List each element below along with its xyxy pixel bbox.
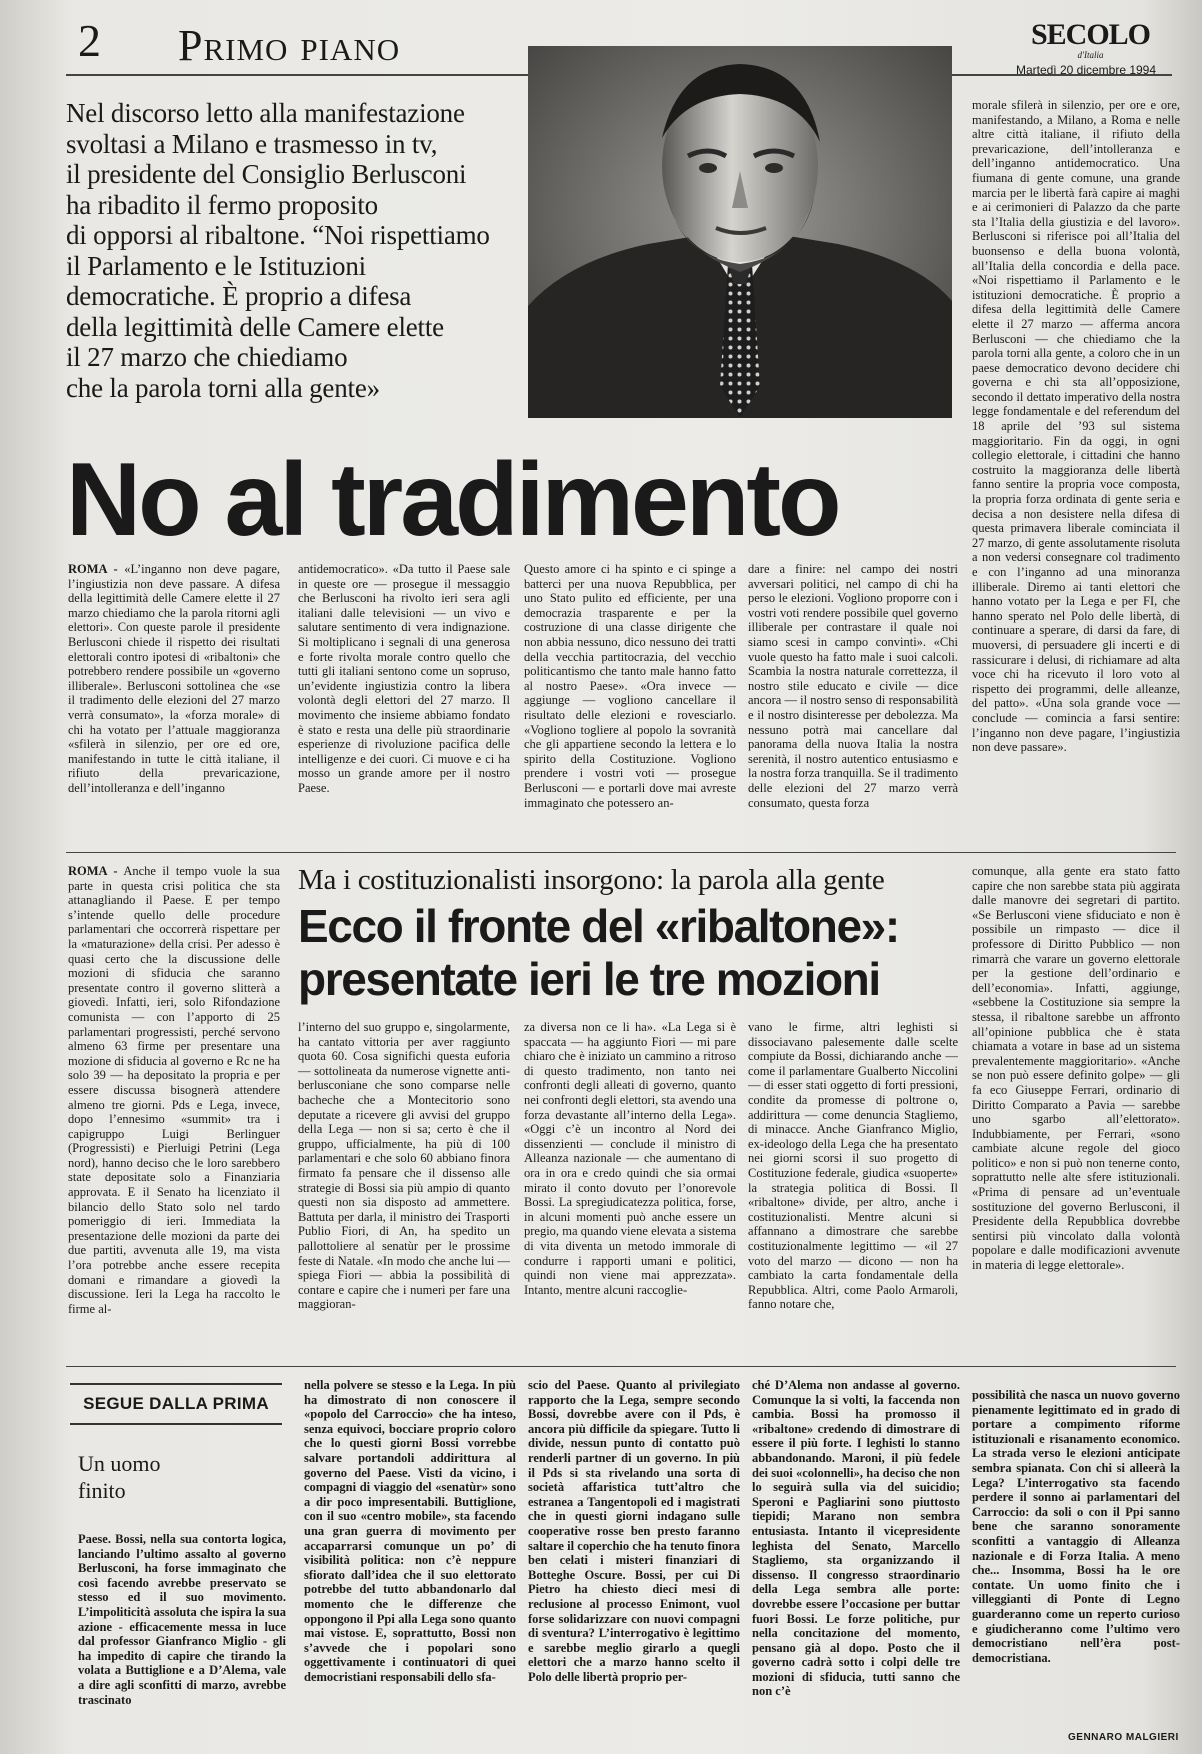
section-title: Primo piano	[178, 21, 401, 70]
segue-title-line: Un uomo	[78, 1451, 161, 1476]
deck-line: che la parola torni alla gente»	[66, 372, 380, 403]
second-article-col-1	[68, 864, 280, 1358]
page-number: 2	[78, 15, 101, 66]
second-headline-line: presentate ieri le tre mozioni	[298, 953, 880, 1005]
deck-line: il Parlamento e le Istituzioni	[66, 250, 366, 281]
issue-date: Martedì 20 dicembre 1994	[1015, 63, 1157, 77]
lead-article-col-2: antidemocratico». «Da tutto il Paese sale in queste ore — prosegue il messaggio che Berlusconi ha rivolto ieri sera agli italiani dalle televisioni — un vivo e salutare sentimento di vera indignazione. Si moltiplicano i segnali di una generosa e forte rivolta morale contro quello che tutti gli italiani sentono come un sopruso, un’evidente ingiustizia contro la libera volontà degli elettori del 27 marzo. Il movimento che insieme abbiamo fondato è stato e resta una delle più straordinarie esperienze di rivoluzione pacifica delle intelligenze e dei cuori. Ci muove e ci ha mosso un grande amore per il nostro Paese.	[298, 562, 510, 795]
deck-line: Nel discorso letto alla manifestazione	[66, 98, 465, 128]
segue-title-line: finito	[78, 1478, 126, 1503]
lead-article-col-5: morale sfilerà in silenzio, per ore e ore, manifestando, a Milano, a Roma e nelle altre città italiane, il rifiuto della prevaricazione, dell’intolleranza e dell’inganno antidemocratico. Una fiumana di gente comune, una grande marcia per le libertà farà capire ai maghi e ai cerimonieri di Palazzo da che parte sta l’Italia della giustizia e del lavoro». Berlusconi si riferisce poi all’Italia del buonsenso e della buona volontà, all’Italia della concordia e della pace. «Noi rispettiamo il Parlamento e le istituzioni democratiche. È proprio a difesa della legittimità delle Camere elette il 27 marzo — afferma ancora Berlusconi — che chiediamo che la parola torni alla gente, a coloro che in un paese democratico devono decidere chi governa e chi sta all’opposizione, secondo il dettato imperativo della nostra legge fondamentale e del referendum del 18 aprile del ’93 sul sistema maggioritario. Fin da oggi, in ogni collegio elettorale, i cittadini che hanno costruito la maggioranza delle libertà fanno sentire la propria voce composta, la propria forza ordinata di gente seria e decisa a non desistere nella difesa di questa primavera liberale cominciata il 27 marzo, di gente assolutamente risoluta a non vedersi consegnare col tradimento e con l’inganno ad una minoranza illiberale. Diremo ai tanti elettori che hanno votato per la Lega e per FI, che hanno sperato nel Polo delle libertà, di continuare a sperare, di darsi da fare, di muoversi, di persuadere gli incerti e di rassicurare i delusi, di richiamare ad alta voce chi ha ricevuto il loro voto al rispetto dei programmi, delle alleanze, del patto». «Una sola grande voce — conclude — comincia a farsi sentire: l’inganno non deve pagare, l’ingiustizia non deve passare».	[972, 98, 1180, 755]
second-article-col-4: vano le firme, altri leghisti si dissociavano palesemente dalle scelte compiute da Bossi, dichiarando anche — come il parlamentare Gualberto Niccolini — di esser stati oggetto di forti pressioni, condite da promesse di poltrone o, addirittura — come denuncia Stagliemo, di minacce. Anche Gianfranco Miglio, ex-ideologo della Lega che ha presentato nei giorni scorsi il suo progetto di Costituzione federale, giudica «suoperte» la strategia politica di Bossi. Il «ribaltone» divide, per altro, anche i costituzionalisti. Mentre alcuni si affannano a dimostrare che sarebbe costituzionalmente legittimo — «il 27 voto del marzo — dicono — non ha cambiato la carta fondamentale della Repubblica. Altri, come Paolo Armaroli, fanno notare che,	[748, 1020, 958, 1312]
second-article-col-3: za diversa non ce li ha». «La Lega si è spaccata — ha aggiunto Fiori — mi pare chiaro che è iniziato un cammino a ritroso di questo tradimento, non tanto nei confronti degli alleati di governo, quanto nei confronti degli elettori, sta avendo una forza devastante all’interno della Lega». «Oggi c’è un incontro al Nord dei dissenzienti — conclude il ministro di Alleanza nazionale — che aumentano di ora in ora e credo quindi che sia ormai mirato il conto dovuto per l’onorevole Bossi. La spregiudicatezza politica, forse, in alcuni momenti può anche essere un pregio, ma quando viene elevata a sistema di vita diventa un metodo immorale di condurre i rapporti umani e politici, quindi non viene mai apprezzata». Intanto, mentre alcuni raccoglie-	[524, 1020, 736, 1297]
deck-line: il presidente del Consiglio Berlusconi	[66, 159, 467, 189]
second-headline	[298, 900, 948, 1006]
masthead-name: SECOLO	[1030, 18, 1151, 51]
segue-col-3: scio del Paese. Quanto al privilegiato rapporto che la Lega, sempre secondo Bossi, dovrebbe avere con il Pds, è ancora più difficile da spiegare. Tutto li divide, nessun punto di contatto può renderli partner di un governo. In più il Pds si sta rivelando una sorta di società affaristica tutt’altro che estranea a Tangentopoli ed i magistrati che in questi giorni indagano sulle cooperative rosse ben presto faranno saltare il coperchio che ha tenuto finora ben celati i misteri finanziari di Botteghe Oscure. Bossi, per cui Di Pietro ha chiesto dieci mesi di reclusione al processo Enimont, vuol forse solidarizzare con nuovi compagni di sventura? L’interrogativo è legittimo e sarebbe meglio girarlo a quegli elettori che a marzo hanno scelto il Polo delle libertà proprio per-	[528, 1378, 740, 1684]
deck-line: della legittimità delle Camere elette	[66, 311, 444, 342]
segue-col-2: nella polvere se stesso e la Lega. In più ha dimostrato di non conoscere il «popolo del Carroccio» che ha inteso, senza equivoci, bocciare proprio coloro che lo questi giorni Bossi vorrebbe salvare portandoli addirittura al governo del Paese. Visti da vicino, i compagni di viaggio del «senatùr» sono a dir poco impresentabili. Buttiglione, con il suo «centro mobile», sta facendo una gran guerra di movimento per accaparrarsi comunque un po’ di visibilità politica: non c’è neppure sfiorato dall’idea che il suo elettorato potrebbe del tutto abbandonarlo dal momento che le differenze che oppongono il Ppi alla Lega sono quanto mai vistose. E, soprattutto, Bossi non s’avvede che i popolari sono oggettivamente i continuatori di quei democristiani responsabili dello sfa-	[304, 1378, 516, 1684]
segue-box	[70, 1383, 282, 1425]
main-headline: No al tradimento	[66, 442, 839, 558]
segue-col-5: possibilità che nasca un nuovo governo pienamente legittimato ed in grado di portare a compimento riforme istituzionali e risanamento economico. La strada verso le elezioni anticipate sembra spianata. Con chi si alleerà la Lega? L’interrogativo sta facendo perdere il sonno ai parlamentari del Carroccio: da soli o con il Ppi sanno bene che saranno sonoramente sconfitti a vantaggio di Alleanza nazionale e di Forza Italia. A meno che... Insomma, Bossi ha le ore contate. Un uomo finito che i villeggianti di Ponte di Legno guarderanno come un reperto curioso e giudicheranno come l’ultimo vero democristiano nell’èra post-democristiana.	[972, 1388, 1180, 1665]
second-article-col-5: comunque, alla gente era stato fatto capire che non sarebbe stata più aggirata dalle manovre dei segretari di partito. «Se Berlusconi viene sfiduciato e non è possibile un rimpasto — dice il professore di Diritto Pubblico — non rimarrà che varare un governo elettorale per la gestione dell’ordinario e dell’economia». Infatti, aggiunge, «sebbene la Costituzione sia sempre la stessa, il ribaltone sarebbe un affronto all’opinione pubblica che è stata chiamata a votare in base ad un sistema prevalentemente maggioritario». «Anche se non può essere definito golpe» — gli fa eco Giuseppe Ferrari, ordinario di Diritto Comparato a Pavia — sarebbe uno sgarbo all’elettorato». Indubbiamente, per Ferrari, «sono cambiate alcune regole del gioco politico» e non si può non tenerne conto, soprattutto nelle alte sfere istituzionali. «Prima di pensare ad un’eventuale sostituzione del governo Berlusconi, il Presidente della Repubblica dovrebbe sentirsi più vincolato dalla volontà popolare e dalle modificazioni avvenute in materia di legge elettorale».	[972, 864, 1180, 1273]
lead-deck	[66, 98, 536, 403]
deck-line: svoltasi a Milano e trasmesso in tv,	[66, 128, 438, 159]
portrait-photo	[528, 46, 952, 418]
author-signature: GENNARO MALGIERI	[1068, 1732, 1179, 1743]
lead-article-col-4: dare a finire: nel campo dei nostri avversari politici, nel campo di chi ha perso le elezioni. Vogliono proporre con i vostri voti rendere possibile quel governo illiberale per contrastare il quale noi siamo scesi in campo convinti». «Chi vuole questo ha fatto male i suoi calcoli. Scambia la nostra naturale correttezza, il nostro stile educato e civile — dice ancora — il nostro senso di responsabilità e il nostro disinteresse per debolezza. Ma nessuno potrà mai cancellare dal panorama della nuova Italia la nostra serenità, il nostro autentico entusiasmo e la nostra forza tranquilla. Se il tradimento delle elezioni del 27 marzo verrà consumato, questa forza	[748, 562, 958, 810]
deck-line: il 27 marzo che chiediamo	[66, 342, 348, 372]
segue-col-4: ché D’Alema non andasse al governo. Comunque la si volti, la faccenda non cambia. Bossi ha promosso il «ribaltone» credendo di dimostrare di essere il più forte. I leghisti lo stanno abbandonando. Maroni, il più fedele dei suoi «colonnelli», ha deciso che non lo seguirà sulla via del suicidio; Speroni e Pagliarini sono piuttosto tiepidi; Marano non sembra entusiasta. Intanto il vicepresidente leghista del Senato, Marcello Stagliemo, sta organizzando il dissenso. Il congresso straordinario della Lega sembra alle porte: dovrebbe essere l’occasione per buttar fuori Bossi. Le forze politiche, pur nella concitazione del momento, pensano già al dopo. Posto che il governo cadrà sotto i colpi delle tre mozioni di sfiducia, tutti sanno che non c’è	[752, 1378, 960, 1699]
dateline: ROMA -	[68, 562, 118, 576]
masthead	[1008, 20, 1173, 60]
second-article-text: Anche il tempo vuole la sua parte in questa crisi politica che sta attanagliando il Paese. E per tempo s’intende quello delle procedure parlamentari che occorrerà rispettare per la «maturazione» della crisi. Per adesso è quasi certo che la discussione delle mozioni di sfiducia che saranno presentate contro il governo slitterà a giovedì. Infatti, ieri, solo Rifondazione comunista — con l’apporto di 25 parlamentari progressisti, perché servono almeno 63 firme per presentare una mozione di sfiducia al governo e Rc ne ha solo 39 — ha depositato la propria e per essere discussa bisognerà attendere almeno tre giorni. Pds e Lega, invece, dopo l’ennesimo «summit» tra i capigruppo Luigi Berlinguer (Progressisti) e Pierluigi Petrini (Lega nord), hanno deciso che le loro sarebbero state depositate solo a Finanziaria approvata. E il Senato ha licenziato il bilancio dello Stato solo nel tardo pomeriggio di ieri. Immediata la presentazione delle mozioni da parte dei due partiti, avvenuta alle 19, ma vista l’ora potrebbe anche essere recepita domani e rimandare a giovedì la discussione. Ieri la Lega ha raccolto le firme al-	[68, 864, 280, 1316]
deck-line: ha ribadito il fermo proposito	[66, 189, 378, 220]
segue-title	[78, 1450, 161, 1504]
segue-label: SEGUE DALLA PRIMA	[83, 1394, 269, 1413]
deck-line: democratiche. È proprio a difesa	[66, 281, 412, 311]
segue-col-1: Paese. Bossi, nella sua contorta logica, lanciando l’ultimo assalto al governo Berlusconi, ha forse immaginato che così facendo avrebbe preservato se stesso ed il suo movimento. L’impoliticità assoluta che ispira la sua azione - efficacemente messa in luce dal professor Gianfranco Miglio - gli ha impedito di capire che tirando la volata a Buttiglione e a D’Alema, vale a dire agli sconfitti di marzo, avrebbe trascinato	[78, 1532, 286, 1707]
masthead-sub: d'Italia	[1077, 50, 1104, 60]
deck-line: di opporsi al ribaltone. “Noi rispettiamo	[66, 220, 490, 250]
second-kicker: Ma i costituzionalisti insorgono: la parola alla gente	[298, 864, 885, 896]
dateline: ROMA -	[68, 864, 118, 878]
second-article-col-2: l’interno del suo gruppo e, singolarmente, ha cantato vittoria per aver raggiunto quota 60. Cosa significhi questa euforia — sottolineata da numerose vignette anti-berlusconiane che sono comparse nelle bacheche che a Montecitorio sono deputate a ricevere gli avvisi del gruppo della Lega — non si sa; certo è che il gruppo, ufficialmente, ha più di 100 parlamentari e che solo 60 abbiano finora firmato fa pensare che il dissenso alle strategie di Bossi sia più ampio di quanto questi non sia disposto ad ammettere. Battuta per darla, il ministro dei Trasporti Publio Fiori, di An, ha spedito un pallottoliere al senatùr per le prossime feste di Natale. «In modo che anche lui — spiega Fiori — abbia la possibilità di contare e capire che i numeri per fare una maggioran-	[298, 1020, 510, 1312]
second-headline-line: Ecco il fronte del «ribaltone»:	[298, 900, 899, 952]
lead-article-text: «L’inganno non deve pagare, l’ingiustizia non deve passare. A difesa della legittimità delle Camere elette il 27 marzo chiediamo che la parola ritorni agli elettori». Con queste parole il presidente Berlusconi chiede il rispetto dei risultati elettorali contro ipotesi di «ribaltoni» che potrebbero rendere possibile un «governo illiberale». Berlusconi sottolinea che «se il tradimento delle elezioni del 27 marzo verrà consumato», la «forza morale» di chi ha votato per l’attuale maggioranza «sfilerà in silenzio, per ore ed ore, manifestando in tutte le città italiane, il rifiuto della prevaricazione, dell’intolleranza e dell’inganno	[68, 562, 280, 795]
lead-article-col-1	[68, 562, 280, 844]
section-rule	[66, 1366, 1176, 1367]
lead-article-col-3: Questo amore ci ha spinto e ci spinge a batterci per una nuova Repubblica, per uno Stato pulito ed efficiente, per una democrazia trasparente e per la costruzione di una classe dirigente che non abbia nessuno, dico nessuno dei tratti della vecchia partitocrazia, del vecchio politicantismo che tanto male hanno fatto al nostro Paese». «Ora invece — aggiunge — vogliono cancellare il risultato delle elezioni e rovesciarlo. «Vogliono togliere al popolo la sovranità che gli appartiene secondo la lettera e lo spirito della Costituzione. Vogliono prendere i vostri voti — prosegue Berlusconi — e portarli dove mai avreste immaginato che potessero an-	[524, 562, 736, 810]
section-rule	[66, 852, 1176, 853]
